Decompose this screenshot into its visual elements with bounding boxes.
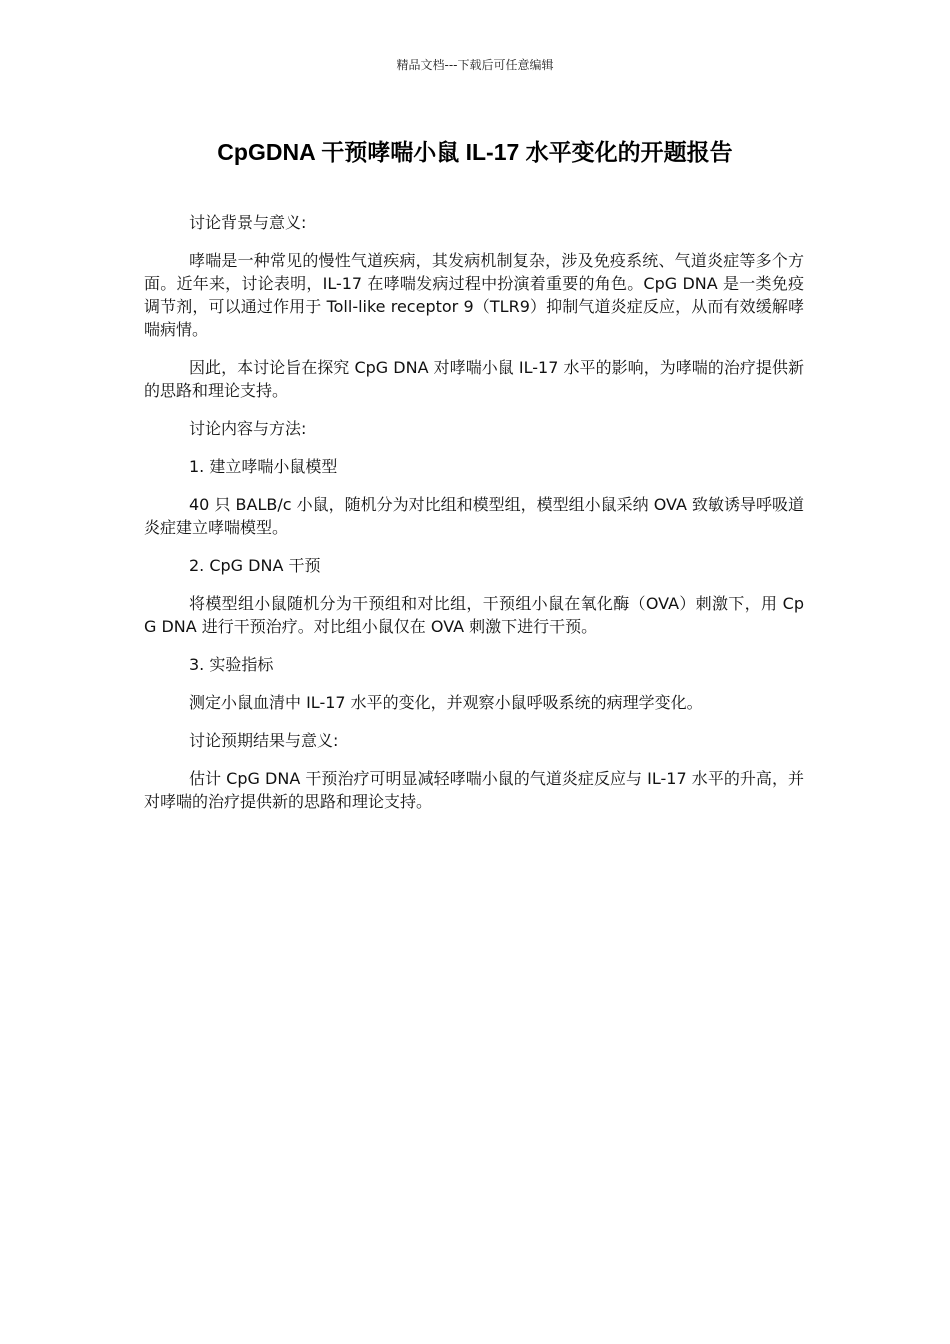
method-item-1-text: 40 只 BALB/c 小鼠，随机分为对比组和模型组，模型组小鼠采纳 OVA 致敏诱导呼吸道炎症建立哮喘模型。 [144, 495, 804, 537]
method-item-2-heading: 2. CpG DNA 干预 [189, 556, 321, 575]
method-item-2-text: 将模型组小鼠随机分为干预组和对比组，干预组小鼠在氧化酶（OVA）刺激下，用 CpG DNA 进行干预治疗。对比组小鼠仅在 OVA 刺激下进行干预。 [144, 594, 804, 636]
method-item-3-text: 测定小鼠血清中 IL-17 水平的变化，并观察小鼠呼吸系统的病理学变化。 [189, 693, 703, 712]
paragraph-background: 哮喘是一种常见的慢性气道疾病，其发病机制复杂，涉及免疫系统、气道炎症等多个方面。近年来，讨论表明，IL-17 在哮喘发病过程中扮演着重要的角色。CpG DNA 是一类免疫调节剂，可以通过作用于 Toll-like receptor 9（TLR9）抑制气道炎症反应，从而有效缓解哮喘病情。 [144, 251, 804, 339]
paragraph-purpose: 因此，本讨论旨在探究 CpG DNA 对哮喘小鼠 IL-17 水平的影响，为哮喘的治疗提供新的思路和理论支持。 [144, 358, 804, 400]
header-note: 精品文档---下载后可任意编辑 [396, 58, 554, 72]
document-title: CpGDNA 干预哮喘小鼠 IL-17 水平变化的开题报告 [217, 139, 733, 165]
section-heading-expected-results: 讨论预期结果与意义: [189, 731, 339, 750]
paragraph-expected-results: 估计 CpG DNA 干预治疗可明显减轻哮喘小鼠的气道炎症反应与 IL-17 水平的升高，并对哮喘的治疗提供新的思路和理论支持。 [144, 769, 804, 811]
section-heading-background: 讨论背景与意义: [189, 213, 307, 232]
section-heading-methods: 讨论内容与方法: [189, 419, 307, 438]
method-item-3-heading: 3. 实验指标 [189, 655, 274, 674]
document-body [144, 211, 804, 828]
method-item-1-heading: 1. 建立哮喘小鼠模型 [189, 457, 338, 476]
